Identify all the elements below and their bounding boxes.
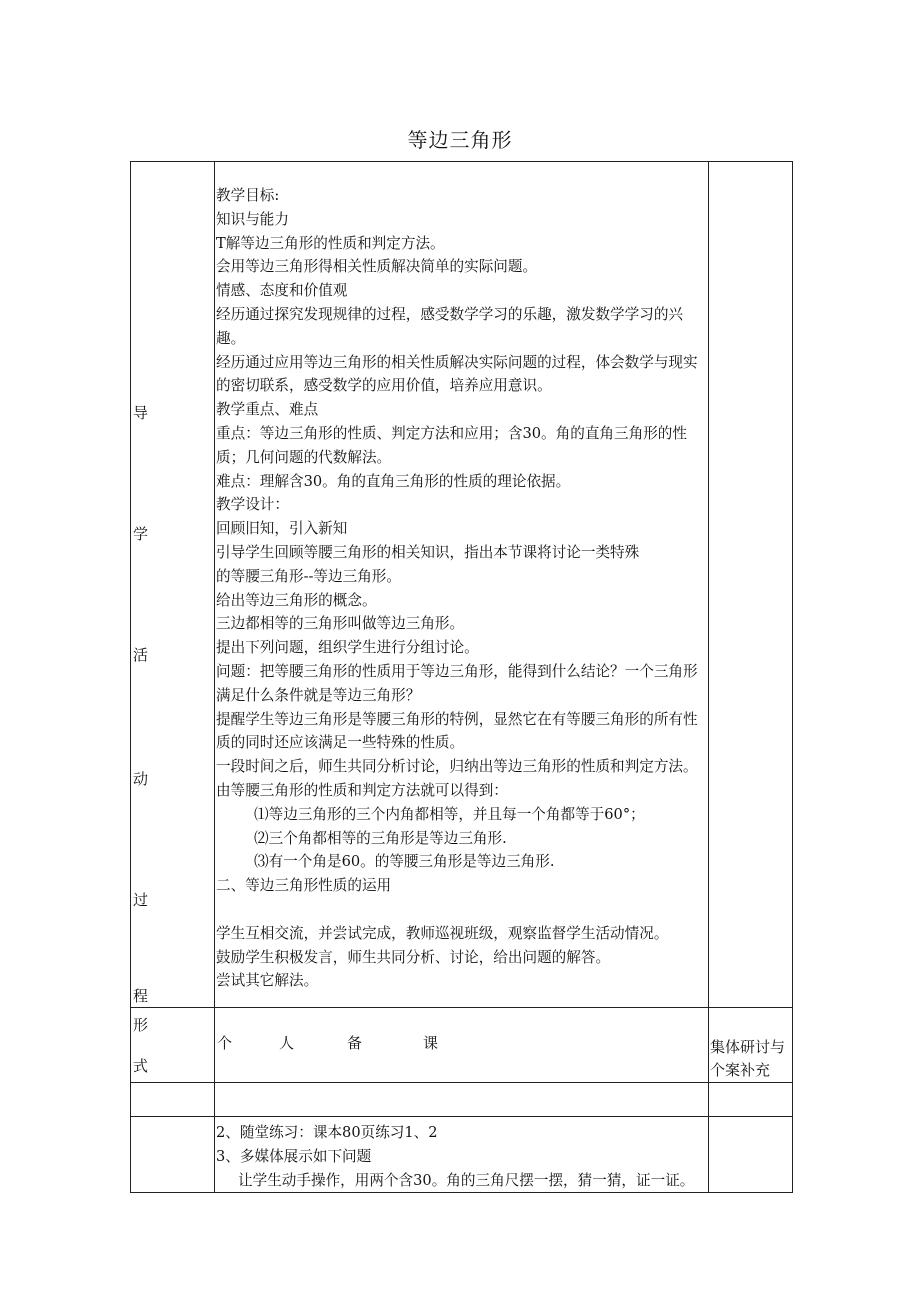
content-line: 鼓励学生积极发言，师生共同分析、讨论，给出问题的解答。 <box>216 948 611 966</box>
content-line: 给出等边三角形的概念。 <box>216 591 377 609</box>
exercise-cell <box>215 1117 709 1193</box>
prep-char: 课 <box>423 1034 439 1052</box>
content-line: 经历通过探究发现规律的过程，感受数学学习的乐趣，激发数学学习的兴趣。 <box>216 305 684 347</box>
empty-cell <box>215 1083 709 1117</box>
content-line: 三边都相等的三角形叫做等边三角形。 <box>216 615 465 633</box>
side-label-char: 导 <box>133 404 149 422</box>
table-row <box>131 162 793 1008</box>
content-line: 重点：等边三角形的性质、判定方法和应用；含30。角的直角三角形的性质；几何问题的代数解法。 <box>216 424 687 466</box>
table-row <box>131 1083 793 1117</box>
content-cell <box>215 162 709 1008</box>
content-line: 教学设计： <box>216 496 289 514</box>
form-label-char: 式 <box>133 1057 149 1075</box>
personal-prep-label <box>215 1008 708 1053</box>
prep-char: 人 <box>279 1034 295 1052</box>
lesson-table <box>130 161 793 1193</box>
content-line: 会用等边三角形得相关性质解决简单的实际问题。 <box>216 258 538 276</box>
supplement-line: 集体研讨与 <box>710 1038 786 1056</box>
spacer <box>216 898 708 922</box>
content-line: 教学目标: <box>216 187 280 204</box>
prep-char: 备 <box>347 1034 363 1052</box>
table-row <box>131 1117 793 1193</box>
side-label-char: 学 <box>133 525 149 543</box>
page-title: 等边三角形 <box>407 128 513 152</box>
side-label-char: 程 <box>133 987 149 1005</box>
content-line: 的等腰三角形--等边三角形。 <box>216 567 401 585</box>
content-line: 提醒学生等边三角形是等腰三角形的特例，显然它在有等腰三角形的所有性质的同时还应该满足一些特殊的性质。 <box>216 710 698 752</box>
exercise-line: 2、随堂练习：课本80页练习1、2 <box>216 1124 438 1141</box>
content-line: 由等腰三角形的性质和判定方法就可以得到： <box>216 781 508 799</box>
content-line: 知识与能力 <box>216 210 289 228</box>
content-line: ⑴等边三角形的三个内角都相等，并且每一个角都等于60°； <box>254 805 645 823</box>
empty-cell <box>131 1117 215 1193</box>
side-label-char: 过 <box>133 891 149 909</box>
exercise-line: 让学生动手操作，用两个含30。角的三角尺摆一摆，猜一猜，证一证。 <box>238 1171 695 1189</box>
personal-prep-cell <box>215 1008 709 1083</box>
side-label-char: 动 <box>133 770 149 788</box>
content-line: 回顾旧知，引入新知 <box>216 520 348 538</box>
content-line: 教学重点、难点 <box>216 401 319 419</box>
side-label-char: 活 <box>133 646 149 664</box>
form-label-char: 形 <box>133 1016 149 1034</box>
content-line: ⑶有一个角是60。的等腰三角形是等边三角形. <box>254 853 555 871</box>
supplement-line: 个案补充 <box>710 1061 771 1079</box>
content-line: 提出下列问题，组织学生进行分组讨论。 <box>216 639 479 657</box>
content-line: T解等边三角形的性质和判定方法。 <box>216 234 445 252</box>
empty-cell <box>709 1083 793 1117</box>
content-line: 引导学生回顾等腰三角形的相关知识，指出本节课将讨论一类特殊 <box>216 543 640 561</box>
empty-cell <box>709 1117 793 1193</box>
table-row <box>131 1008 793 1083</box>
content-line: ⑵三个角都相等的三角形是等边三角形. <box>254 829 507 847</box>
prep-char: 个 <box>217 1034 233 1052</box>
side-label-cell <box>131 162 215 1008</box>
content-line: 情感、态度和价值观 <box>216 282 348 300</box>
content-line: 问题：把等腰三角形的性质用于等边三角形，能得到什么结论？一个三角形满足什么条件就是等边三角形？ <box>216 662 698 704</box>
lesson-content <box>215 162 708 993</box>
exercise-line: 3、多媒体展示如下问题 <box>216 1147 372 1165</box>
supplement-cell <box>709 1008 793 1083</box>
content-line: 经历通过应用等边三角形的相关性质解决实际问题的过程，体会数学与现实的密切联系，感受数学的应用价值，培养应用意识。 <box>216 353 698 395</box>
content-line: 难点：理解含30。角的直角三角形的性质的理论依据。 <box>216 472 571 490</box>
content-line: 尝试其它解法。 <box>216 972 319 990</box>
content-line: 学生互相交流，并尝试完成，教师巡视班级，观察监督学生活动情况。 <box>216 924 669 942</box>
form-label-cell <box>131 1008 215 1083</box>
empty-cell <box>131 1083 215 1117</box>
content-line: 一段时间之后，师生共同分析讨论，归纳出等边三角形的性质和判定方法。 <box>216 758 698 776</box>
empty-cell <box>709 162 793 1008</box>
content-line: 二、等边三角形性质的运用 <box>216 877 392 895</box>
